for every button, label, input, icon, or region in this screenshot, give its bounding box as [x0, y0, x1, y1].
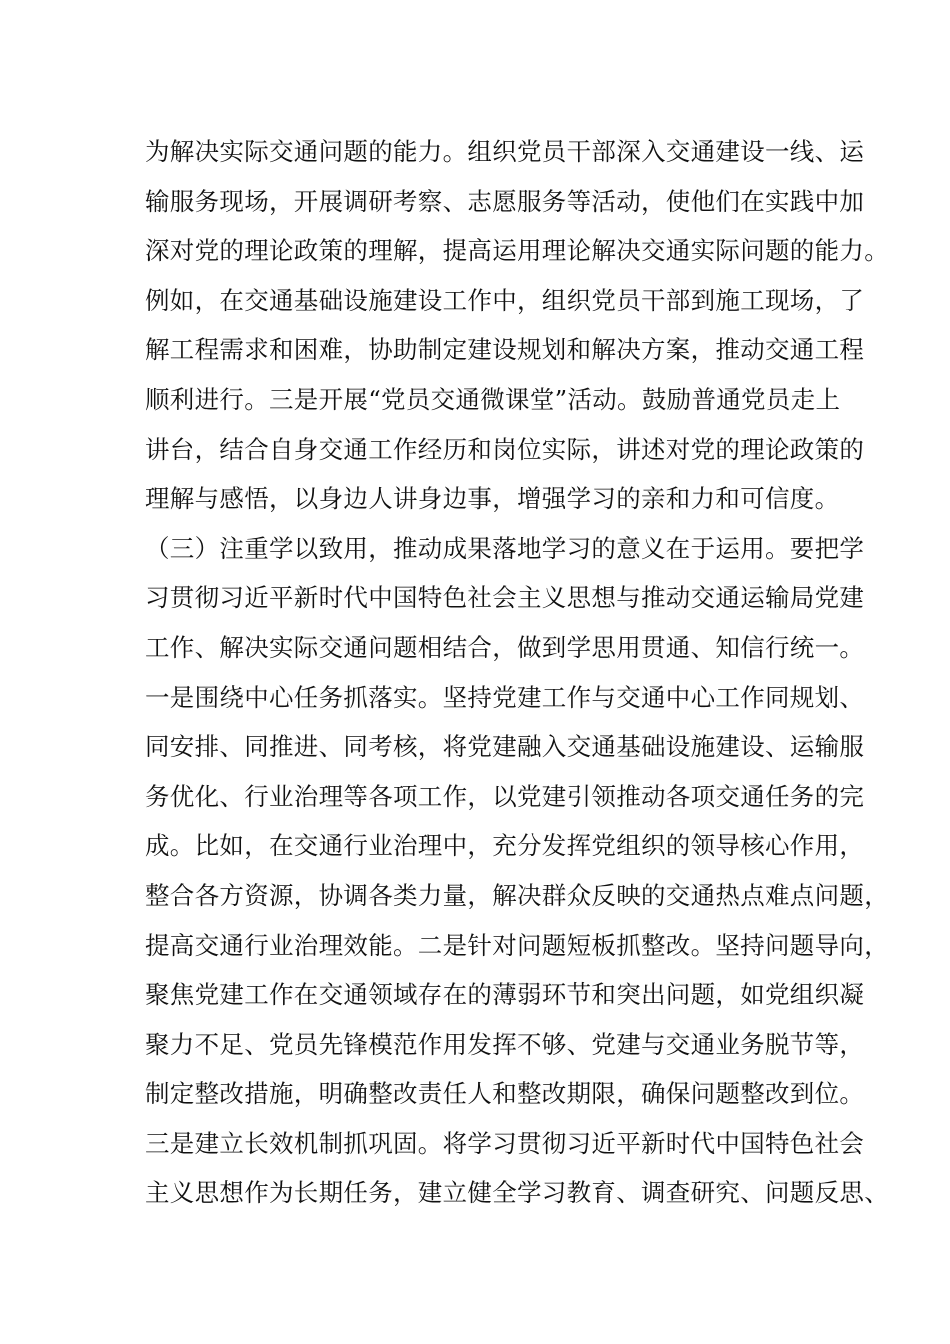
text-line: 顺利进行。三是开展“党员交通微课堂”活动。鼓励普通党员走上: [145, 384, 841, 414]
text-line: 习贯彻习近平新时代中国特色社会主义思想与推动交通运输局党建: [145, 583, 865, 613]
text-line: 整合各方资源，协调各类力量，解决群众反映的交通热点难点问题，: [145, 880, 889, 910]
text-line: 为解决实际交通问题的能力。组织党员干部深入交通建设一线、运: [145, 137, 865, 166]
text-line: 输服务现场，开展调研考察、志愿服务等活动，使他们在实践中加: [145, 186, 865, 216]
text-line: 工作、解决实际交通问题相结合，做到学思用贯通、知信行统一。: [145, 632, 865, 662]
text-line: 同安排、同推进、同考核，将党建融入交通基础设施建设、运输服: [145, 732, 865, 762]
text-line: 务优化、行业治理等各项工作，以党建引领推动各项交通任务的完: [145, 781, 865, 811]
section-heading-line: （三）注重学以致用，推动成果落地学习的意义在于运用。要把学: [145, 533, 865, 563]
text-line: 成。比如，在交通行业治理中，充分发挥党组织的领导核心作用，: [145, 831, 865, 861]
text-line: 例如，在交通基础设施建设工作中，组织党员干部到施工现场，了: [145, 285, 865, 315]
text-line: 三是建立长效机制抓巩固。将学习贯彻习近平新时代中国特色社会: [145, 1128, 865, 1158]
text-line: 聚力不足、党员先锋模范作用发挥不够、党建与交通业务脱节等，: [145, 1029, 865, 1059]
text-line: 制定整改措施，明确整改责任人和整改期限，确保问题整改到位。: [145, 1079, 865, 1109]
text-line: 理解与感悟，以身边人讲身边事，增强学习的亲和力和可信度。: [145, 484, 840, 514]
text-line: 深对党的理论政策的理解，提高运用理论解决交通实际问题的能力。: [145, 236, 889, 266]
text-line: 聚焦党建工作在交通领域存在的薄弱环节和突出问题，如党组织凝: [145, 980, 865, 1010]
text-line: 主义思想作为长期任务，建立健全学习教育、调查研究、问题反思、: [145, 1178, 889, 1208]
text-line: 讲台，结合自身交通工作经历和岗位实际，讲述对党的理论政策的: [145, 434, 865, 464]
text-line: 提高交通行业治理效能。二是针对问题短板抓整改。坚持问题导向，: [145, 930, 889, 960]
text-line: 解工程需求和困难，协助制定建设规划和解决方案，推动交通工程: [145, 335, 865, 365]
text-line: 一是围绕中心任务抓落实。坚持党建工作与交通中心工作同规划、: [145, 682, 865, 712]
body-text: [145, 127, 889, 1218]
